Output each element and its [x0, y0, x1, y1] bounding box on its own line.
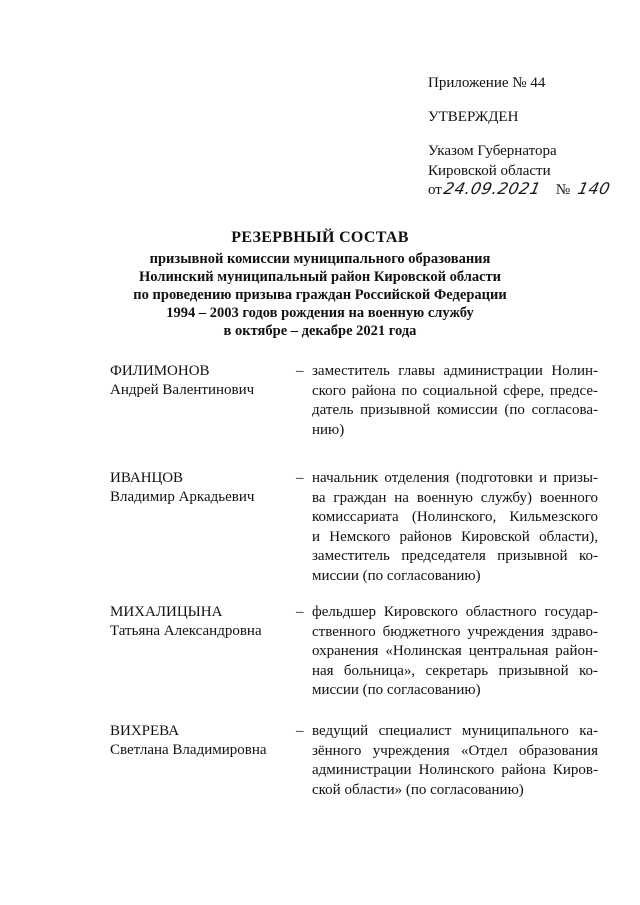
decree-date-line: [428, 179, 628, 200]
member-dash: –: [296, 363, 304, 379]
decree-line-2: Кировской области: [428, 163, 551, 179]
date-line: [428, 179, 628, 200]
member-given-names: Владимир Аркадьевич: [110, 489, 255, 505]
role-line: ва граждан на военную службу) военного: [312, 489, 598, 506]
member-name: [110, 469, 290, 507]
member-role: [312, 603, 598, 701]
role-line: начальник отделения (подготовки и призы-: [312, 470, 598, 486]
member-role: [312, 362, 598, 440]
number-sign: №: [555, 182, 571, 198]
role-line: зённого учреждения «Отдел образования: [312, 742, 598, 759]
role-line: администрации Нолинского района Киров-: [312, 762, 598, 778]
title-line: Нолинский муниципальный район Кировской области: [138, 269, 502, 285]
title-line: в октябре – декабре 2021 года: [223, 323, 417, 339]
decree-line-1: Указом Губернатора: [428, 143, 557, 159]
member-role: [312, 722, 598, 800]
role-line: заместитель председателя призывной ко-: [312, 548, 598, 564]
approved-text: УТВЕРЖДЕН: [428, 109, 519, 125]
title-main: РЕЗЕРВНЫЙ СОСТАВ: [231, 229, 409, 246]
appendix-label: [428, 73, 628, 93]
member-given-names: Светлана Владимировна: [110, 742, 267, 758]
role-line: комиссариата (Нолинского, Кильмезского: [312, 509, 598, 525]
member-surname: МИХАЛИЦЫНА: [110, 604, 223, 620]
handwritten-date: 24.09.2021: [441, 179, 543, 198]
appendix-text: Приложение № 44: [428, 75, 546, 91]
title-line: 1994 – 2003 годов рождения на военную службу: [166, 305, 474, 321]
member-dash: –: [296, 470, 304, 486]
member-name: [110, 362, 290, 400]
title-line: призывной комиссии муниципального образования: [149, 251, 491, 267]
member-dash: –: [296, 723, 304, 739]
role-line: нию): [312, 421, 345, 438]
role-line: миссии (по согласованию): [312, 567, 481, 584]
approved-label: [428, 107, 628, 127]
role-line: ственного бюджетного учреждения здраво-: [312, 623, 598, 640]
role-line: заместитель главы администрации Нолин-: [312, 363, 598, 379]
member-surname: ВИХРЕВА: [110, 723, 180, 739]
role-line: датель призывной комиссии (по согласова-: [312, 402, 598, 418]
role-line: фельдшер Кировского областного государ-: [312, 604, 598, 620]
member-name: [110, 603, 290, 641]
role-line: ная больница», секретарь призывной ко-: [312, 662, 598, 679]
handwritten-number: 140: [576, 179, 613, 198]
role-line: охранения «Нолинская центральная район-: [312, 643, 598, 659]
member-dash: –: [296, 604, 304, 620]
role-line: ского района по социальной сфере, предсе-: [312, 382, 598, 399]
document-title: [110, 228, 530, 340]
member-given-names: Андрей Валентинович: [110, 382, 255, 398]
role-line: ской области» (по согласованию): [312, 781, 524, 798]
role-line: миссии (по согласованию): [312, 682, 481, 698]
title-line: по проведению призыва граждан Российской Федерации: [133, 287, 507, 303]
member-role: [312, 469, 598, 586]
decree-reference: [428, 141, 628, 181]
member-surname: ИВАНЦОВ: [110, 470, 184, 486]
role-line: ведущий специалист муниципального ка-: [312, 723, 598, 739]
member-name: [110, 722, 290, 760]
member-surname: ФИЛИМОНОВ: [110, 363, 210, 379]
date-prefix: от: [428, 182, 442, 198]
member-given-names: Татьяна Александровна: [110, 623, 262, 639]
role-line: и Немского районов Кировской области),: [312, 528, 598, 545]
